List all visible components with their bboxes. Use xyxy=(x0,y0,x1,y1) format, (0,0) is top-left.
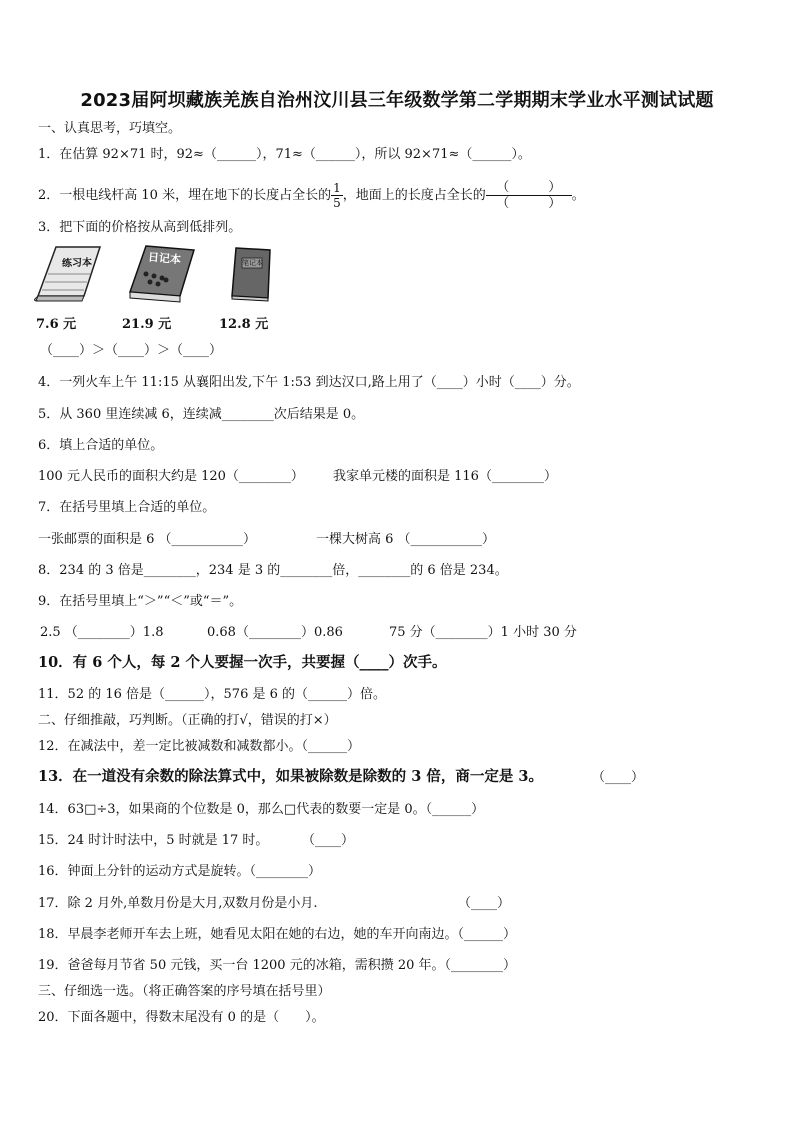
question-5: 5．从 360 里连续减 6，连续减________次后结果是 0。 xyxy=(38,407,365,422)
question-9c: 75 分（________）1 小时 30 分 xyxy=(389,625,577,640)
price-order-blanks[interactable]: （____）＞（____）＞（____） xyxy=(40,343,223,358)
answer-denominator-blank[interactable]: （ ） xyxy=(496,196,562,211)
notebook-label: 笔记本 xyxy=(242,259,263,267)
question-9b: 0.68（________）0.86 xyxy=(207,625,343,640)
section-2-heading: 二、仔细推敲，巧判断。（正确的打√，错误的打×） xyxy=(38,713,337,728)
question-14: 14．63□÷3，如果商的个位数是 0，那么□代表的数要一定是 0。（______） xyxy=(38,802,485,817)
section-1-heading: 一、认真思考，巧填空。 xyxy=(38,121,182,136)
price-notebook: 12.8 元 xyxy=(219,317,269,332)
question-4: 4．一列火车上午 11:15 从襄阳出发,下午 1:53 到达汉口,路上用了（____）小时（____）分。 xyxy=(38,375,580,390)
question-17-blank[interactable]: （____） xyxy=(458,896,511,911)
question-8: 8．234 的 3 倍是________，234 是 3 的________倍，________的 6 倍是 234。 xyxy=(38,563,508,578)
question-6b: 我家单元楼的面积是 116（________） xyxy=(333,469,557,484)
question-20: 20．下面各题中，得数末尾没有 0 的是（ ）。 xyxy=(38,1010,325,1025)
notebook-image xyxy=(228,246,274,302)
question-11: 11．52 的 16 倍是（______），576 是 6 的（______）倍。 xyxy=(38,687,387,702)
question-17: 17．除 2 月外,单数月份是大月,双数月份是小月. xyxy=(38,896,318,911)
question-2 xyxy=(38,180,585,211)
price-diary: 21.9 元 xyxy=(122,317,172,332)
answer-numerator-blank[interactable]: （ ） xyxy=(486,180,572,196)
question-13: 13．在一道没有余数的除法算式中，如果被除数是除数的 3 倍，商一定是 3。 xyxy=(38,768,543,785)
question-2-end: 。 xyxy=(571,188,585,203)
question-12: 12．在减法中，差一定比被减数和减数都小。（______） xyxy=(38,739,361,754)
question-10: 10．有 6 个人，每 2 个人要握一次手，共要握（____）次手。 xyxy=(38,654,447,671)
question-13-blank[interactable]: （____） xyxy=(592,770,645,785)
question-2-text: 2．一根电线杆高 10 米，埋在地下的长度占全长的 xyxy=(38,188,332,203)
question-18: 18．早晨李老师开车去上班，她看见太阳在她的右边，她的车开向南边。（______） xyxy=(38,927,517,942)
price-exercise-book: 7.6 元 xyxy=(36,317,77,332)
question-9a: 2.5 （________）1.8 xyxy=(40,625,164,640)
answer-fraction-blank[interactable] xyxy=(486,180,572,211)
question-7: 7．在括号里填上合适的单位。 xyxy=(38,500,216,515)
exercise-book-label: 练习本 xyxy=(61,257,93,270)
diary-book-label: 日记本 xyxy=(147,250,182,267)
question-9: 9．在括号里填上“＞”“＜”或“＝”。 xyxy=(38,594,243,609)
fraction-denominator: 5 xyxy=(333,196,341,210)
diary-book-image xyxy=(126,244,198,306)
question-19: 19．爸爸每月节省 50 元钱，买一台 1200 元的冰箱，需积攒 20 年。（________） xyxy=(38,958,517,973)
question-15-blank[interactable]: （____） xyxy=(302,833,355,848)
question-6a: 100 元人民币的面积大约是 120（________） xyxy=(38,469,304,484)
question-6: 6．填上合适的单位。 xyxy=(38,438,164,453)
question-3: 3．把下面的价格按从高到低排列。 xyxy=(38,220,242,235)
section-3-heading: 三、仔细选一选。（将正确答案的序号填在括号里） xyxy=(38,984,331,999)
page-title: 2023届阿坝藏族羌族自治州汶川县三年级数学第二学期期末学业水平测试试题 xyxy=(80,90,714,111)
question-2-mid: ，地面上的长度占全长的 xyxy=(342,188,486,203)
question-1: 1．在估算 92×71 时，92≈（______），71≈（______），所以 92×71≈（______）。 xyxy=(38,147,531,162)
question-15: 15．24 时计时法中，5 时就是 17 时。 xyxy=(38,833,269,848)
exercise-book-image xyxy=(34,244,104,304)
question-16: 16．钟面上分针的运动方式是旋转。（________） xyxy=(38,864,322,879)
question-7a: 一张邮票的面积是 6 （___________） xyxy=(38,532,257,547)
fraction-one-fifth xyxy=(331,181,343,210)
question-7b: 一棵大树高 6 （___________） xyxy=(316,532,496,547)
fraction-numerator: 1 xyxy=(333,181,341,195)
